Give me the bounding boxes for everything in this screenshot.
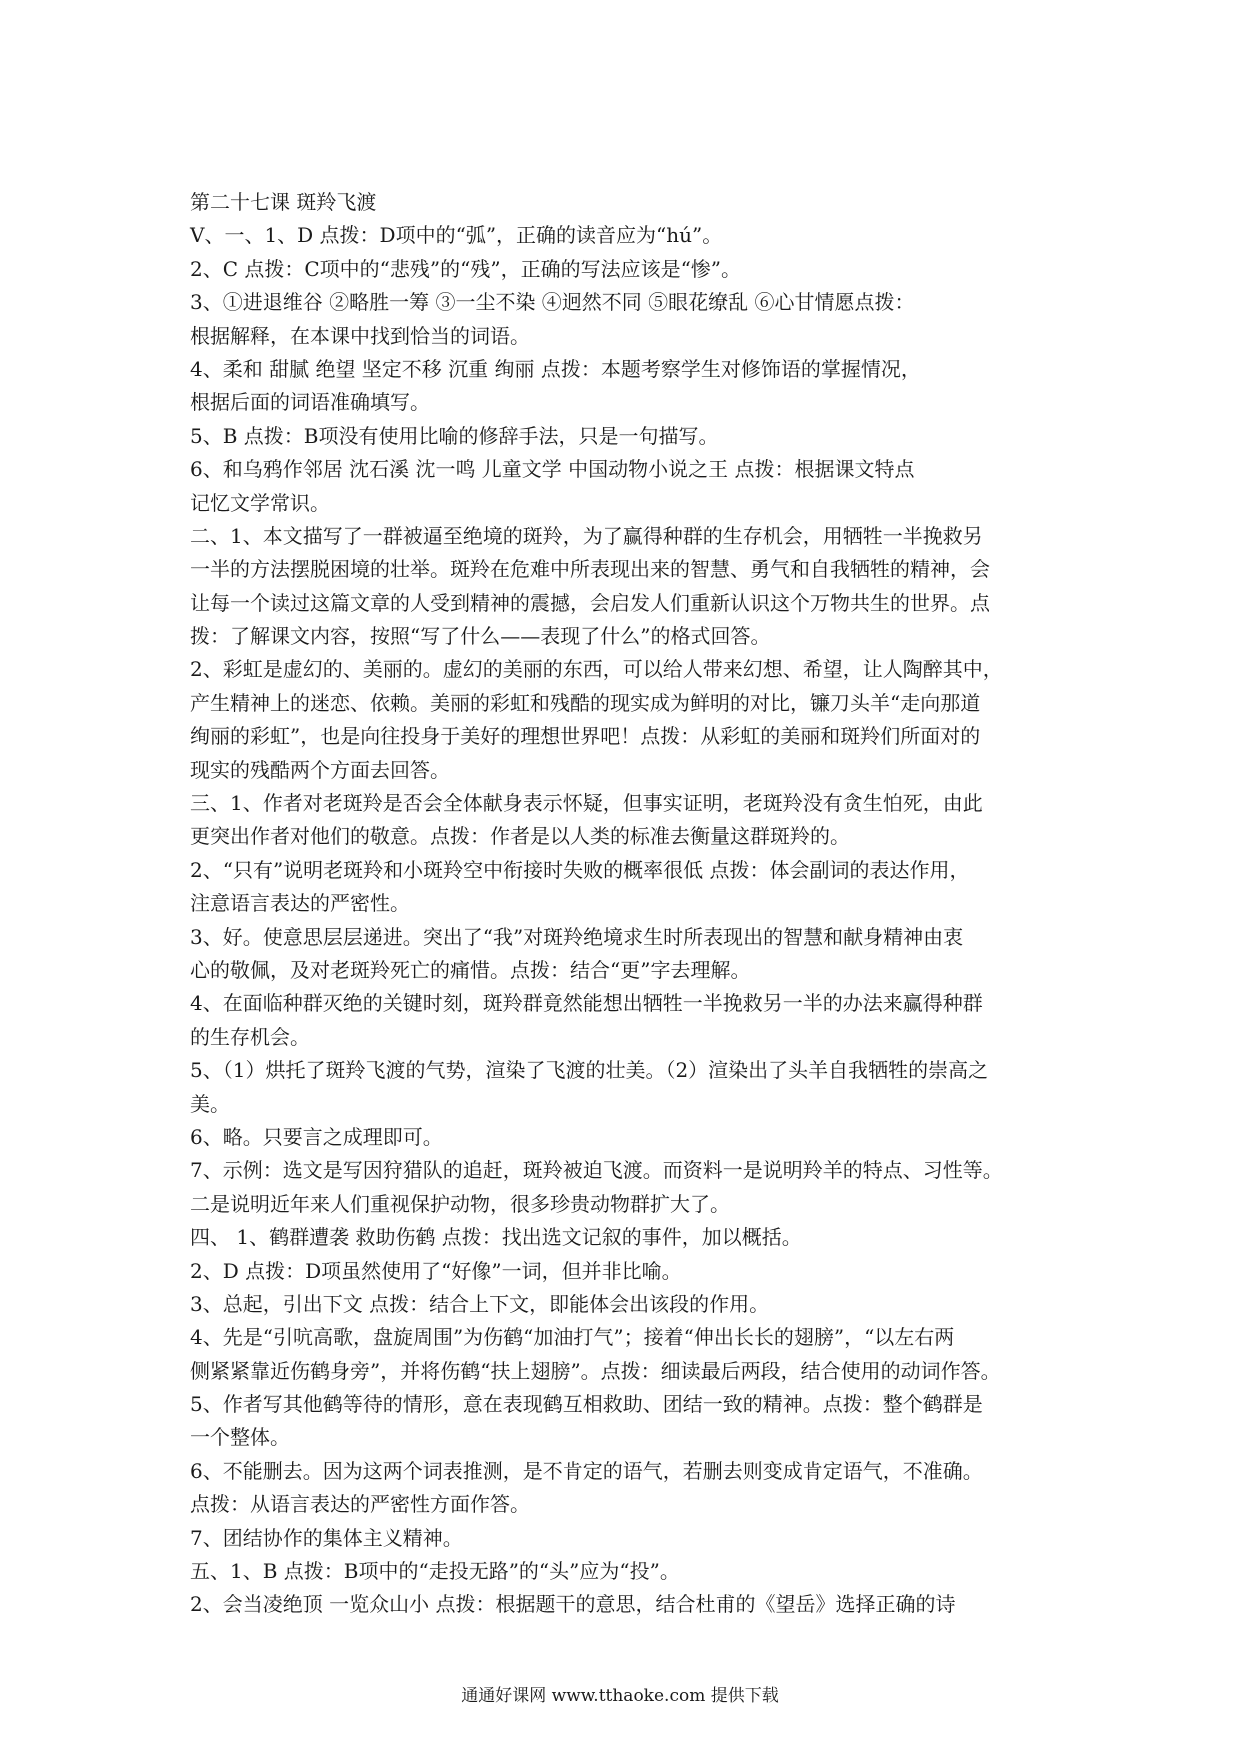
- text-line: Ⅴ、一、1、D 点拨：D项中的“弧”，正确的读音应为“hú”。: [190, 223, 723, 248]
- text-line: 美。: [190, 1091, 230, 1116]
- text-line: 7、团结协作的集体主义精神。: [190, 1525, 463, 1550]
- text-line: 更突出作者对他们的敬意。点拨：作者是以人类的标准去衡量这群斑羚的。: [190, 824, 850, 849]
- text-line: 侧紧紧靠近伤鹤身旁”，并将伤鹤“扶上翅膀”。点拨：细读最后两段，结合使用的动词作答。: [190, 1358, 1001, 1383]
- text-line: 记忆文学常识。: [190, 490, 330, 515]
- text-line: 3、①进退维谷 ②略胜一筹 ③一尘不染 ④迥然不同 ⑤眼花缭乱 ⑥心甘情愿点拨：: [190, 290, 915, 315]
- text-line: 7、示例：选文是写因狩猎队的追赶，斑羚被迫飞渡。而资料一是说明羚羊的特点、习性等。: [190, 1158, 1003, 1183]
- text-line: 2、C 点拨：C项中的“悲残”的“残”，正确的写法应该是“惨”。: [190, 256, 742, 281]
- text-line: 注意语言表达的严密性。: [190, 891, 410, 916]
- text-line: 五、1、B 点拨：B项中的“走投无路”的“头”应为“投”。: [190, 1559, 680, 1584]
- text-line: 2、“只有”说明老斑羚和小斑羚空中衔接时失败的概率很低 点拨：体会副词的表达作用，: [190, 857, 970, 882]
- text-line: 二是说明近年来人们重视保护动物，很多珍贵动物群扩大了。: [190, 1191, 730, 1216]
- text-line: 6、不能删去。因为这两个词表推测，是不肯定的语气，若删去则变成肯定语气，不准确。: [190, 1458, 983, 1483]
- page-footer: 通通好课网 www.tthaoke.com 提供下载: [461, 1686, 779, 1706]
- text-line: 根据解释，在本课中找到恰当的词语。: [190, 323, 530, 348]
- text-line: 6、和乌鸦作邻居 沈石溪 沈一鸣 儿童文学 中国动物小说之王 点拨：根据课文特点: [190, 457, 915, 482]
- text-line: 2、会当凌绝顶 一览众山小 点拨：根据题干的意思，结合杜甫的《望岳》选择正确的诗: [190, 1592, 956, 1617]
- text-line: 4、在面临种群灭绝的关键时刻，斑羚群竟然能想出牺牲一半挽救另一半的办法来赢得种群: [190, 991, 983, 1016]
- text-line: 拨：了解课文内容，按照“写了什么——表现了什么”的格式回答。: [190, 624, 771, 649]
- text-line: 5、作者写其他鹤等待的情形，意在表现鹤互相救助、团结一致的精神。点拨：整个鹤群是: [190, 1392, 983, 1417]
- answer-document: [190, 186, 1060, 1622]
- text-line: 5、B 点拨：B项没有使用比喻的修辞手法，只是一句描写。: [190, 423, 719, 448]
- text-line: 现实的残酷两个方面去回答。: [190, 757, 450, 782]
- text-line: 6、略。只要言之成理即可。: [190, 1124, 443, 1149]
- text-line: 一个整体。: [190, 1425, 290, 1450]
- text-line: 绚丽的彩虹”，也是向往投身于美好的理想世界吧！点拨：从彩虹的美丽和斑羚们所面对的: [190, 724, 981, 749]
- text-line: 3、总起，引出下文 点拨：结合上下文，即能体会出该段的作用。: [190, 1291, 770, 1316]
- text-line: 三、1、作者对老斑羚是否会全体献身表示怀疑，但事实证明，老斑羚没有贪生怕死，由此: [190, 791, 983, 816]
- text-line: 4、柔和 甜腻 绝望 坚定不移 沉重 绚丽 点拨：本题考察学生对修饰语的掌握情况，: [190, 356, 921, 381]
- text-line: 根据后面的词语准确填写。: [190, 390, 430, 415]
- text-line: 点拨：从语言表达的严密性方面作答。: [190, 1492, 530, 1517]
- text-line: 2、彩虹是虚幻的、美丽的。虚幻的美丽的东西，可以给人带来幻想、希望，让人陶醉其中，: [190, 657, 1003, 682]
- text-line: 4、先是“引吭高歌，盘旋周围”为伤鹤“加油打气”；接着“伸出长长的翅膀”，“以左右两: [190, 1325, 955, 1350]
- text-line: 产生精神上的迷恋、依赖。美丽的彩虹和残酷的现实成为鲜明的对比，镰刀头羊“走向那道: [190, 690, 981, 715]
- text-line: 一半的方法摆脱困境的壮举。斑羚在危难中所表现出来的智慧、勇气和自我牺牲的精神，会: [190, 557, 990, 582]
- text-line: 5、（1）烘托了斑羚飞渡的气势，渲染了飞渡的壮美。（2）渲染出了头羊自我牺牲的崇高之: [190, 1058, 989, 1083]
- text-line: 第二十七课 斑羚飞渡: [190, 190, 377, 214]
- text-line: 心的敬佩，及对老斑羚死亡的痛惜。点拨：结合“更”字去理解。: [190, 957, 751, 982]
- text-line: 的生存机会。: [190, 1024, 310, 1049]
- text-line: 2、D 点拨：D项虽然使用了“好像”一词，但并非比喻。: [190, 1258, 682, 1283]
- text-line: 让每一个读过这篇文章的人受到精神的震撼，会启发人们重新认识这个万物共生的世界。点: [190, 590, 990, 615]
- text-line: 二、1、本文描写了一群被逼至绝境的斑羚，为了赢得种群的生存机会，用牺牲一半挽救另: [190, 523, 983, 548]
- text-line: 3、好。使意思层层递进。突出了“我”对斑羚绝境求生时所表现出的智慧和献身精神由衷: [190, 924, 964, 949]
- text-line: 四、 1、鹤群遭袭 救助伤鹤 点拨：找出选文记叙的事件，加以概括。: [190, 1225, 802, 1250]
